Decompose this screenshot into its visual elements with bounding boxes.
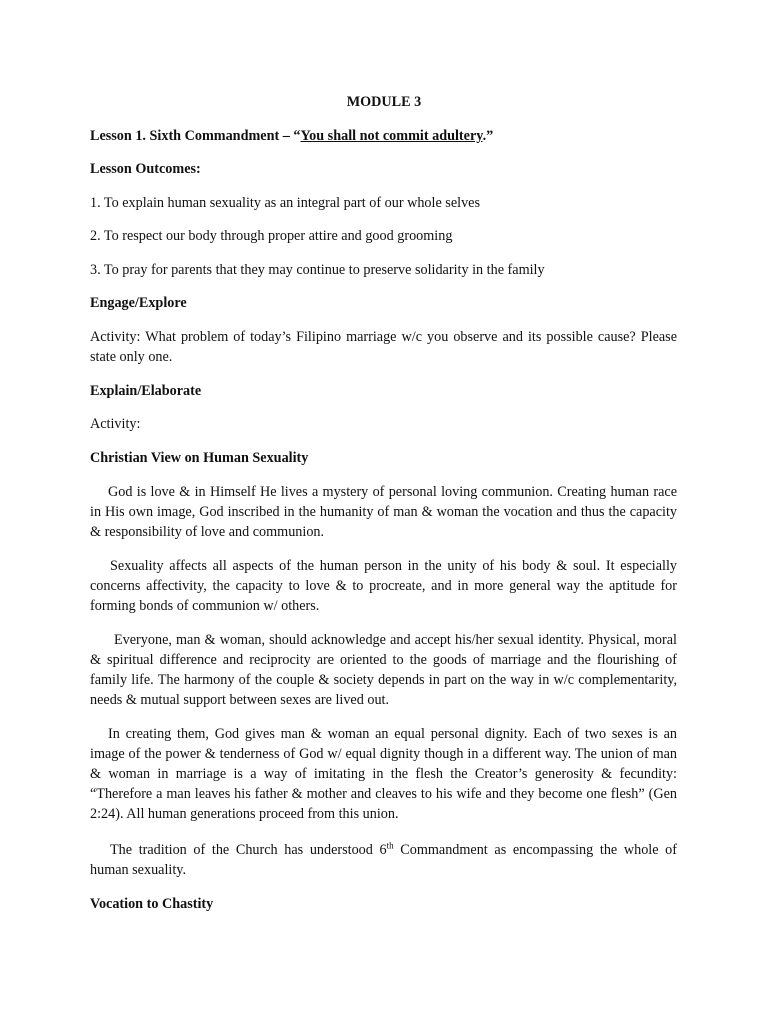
module-title: MODULE 3 (346, 94, 422, 110)
outcome-item-3: 3. To pray for parents that they may continue to preserve solidarity in the family (90, 262, 545, 278)
lesson-title-commandment: You shall not commit adultery (300, 128, 483, 144)
outcome-item-2: 2. To respect our body through proper attire and good grooming (90, 228, 453, 244)
lesson-title-prefix: Lesson 1. Sixth Commandment – “ (90, 128, 301, 144)
explain-heading: Explain/Elaborate (90, 383, 202, 399)
outcome-item-1: 1. To explain human sexuality as an integral part of our whole selves (90, 195, 480, 211)
paragraph-5 (90, 840, 677, 880)
paragraph-2: Sexuality affects all aspects of the human person in the unity of his body & soul. It especially concerns affectivity, the capacity to love & to procreate, and in more general way the aptitude for forming bonds of communion w/ others. (90, 558, 677, 614)
paragraph-5-text-start: The tradition of the Church has understood 6 (110, 842, 387, 858)
paragraph-1: God is love & in Himself He lives a mystery of personal loving communion. Creating human race in His own image, God inscribed in the humanity of man & woman the vocation and thus the capacity & responsibility of love and communion. (90, 484, 677, 540)
explain-activity: Activity: (90, 416, 141, 432)
paragraph-5-text-end: Commandment as encompassing the whole of human sexuality. (90, 842, 677, 878)
lesson-title (90, 126, 677, 146)
engage-activity: Activity: What problem of today’s Filipino marriage w/c you observe and its possible cause? Please state only one. (90, 329, 677, 365)
engage-heading: Engage/Explore (90, 295, 187, 311)
ordinal-suffix: th (386, 840, 394, 851)
lesson-title-suffix: .” (482, 128, 494, 144)
paragraph-4: In creating them, God gives man & woman an equal personal dignity. Each of two sexes is an image of the power & tenderness of God w/ equal dignity though in a different way. The union of man & woman in marriage is a way of imitating in the flesh the Creator’s generosity & fecundity: “Therefore a man leaves his father & mother and cleaves to his wife and they become one flesh” (Gen 2:24). All human generations proceed from this union. (90, 726, 677, 822)
paragraph-3: Everyone, man & woman, should acknowledge and accept his/her sexual identity. Physical, moral & spiritual difference and reciprocity are oriented to the goods of marriage and the flourishing of family life. The harmony of the couple & society depends in part on the way in w/c complementarity, needs & mutual support between sexes are lived out. (90, 632, 677, 708)
outcomes-heading: Lesson Outcomes: (90, 161, 201, 177)
christian-view-heading: Christian View on Human Sexuality (90, 450, 309, 466)
chastity-heading: Vocation to Chastity (90, 896, 214, 912)
